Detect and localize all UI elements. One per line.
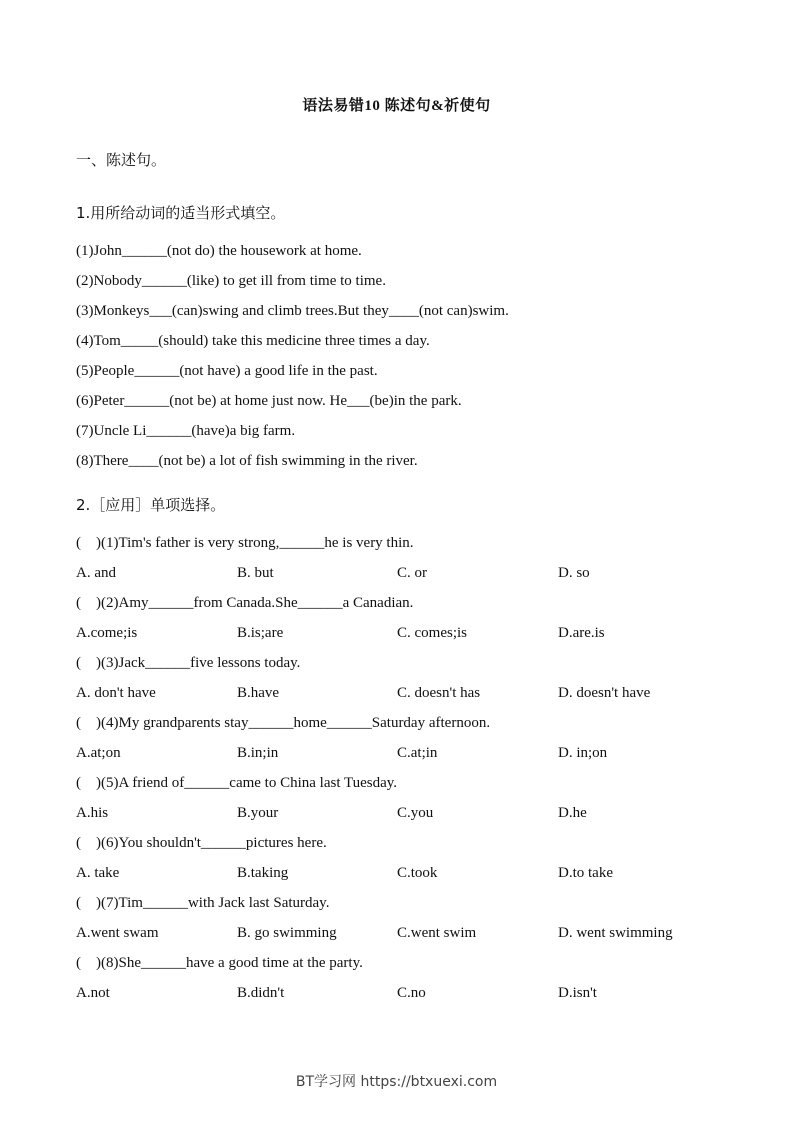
section-heading: 一、陈述句。 xyxy=(76,151,167,169)
question-stem: ( )(5)A friend of______came to China last Tuesday. xyxy=(76,775,398,791)
option-row xyxy=(76,565,756,585)
question-stem: ( )(3)Jack______five lessons today. xyxy=(76,655,301,671)
option-row xyxy=(76,985,756,1005)
option-d: D. doesn't have xyxy=(558,685,651,701)
fill-blank-item: (2)Nobody______(like) to get ill from time to time. xyxy=(76,273,386,289)
option-a: A.went swam xyxy=(76,925,159,941)
option-d: D. so xyxy=(558,565,590,581)
fill-blank-item: (8)There____(not be) a lot of fish swimming in the river. xyxy=(76,453,418,469)
option-b: B.didn't xyxy=(237,985,285,1001)
fill-blank-item: (6)Peter______(not be) at home just now. He___(be)in the park. xyxy=(76,393,462,409)
option-d: D. went swimming xyxy=(558,925,673,941)
option-a: A.come;is xyxy=(76,625,138,641)
option-a: A.at;on xyxy=(76,745,121,761)
option-c: C. doesn't has xyxy=(397,685,481,701)
fill-blank-item: (4)Tom_____(should) take this medicine three times a day. xyxy=(76,333,430,349)
option-a: A. and xyxy=(76,565,116,581)
option-d: D.isn't xyxy=(558,985,597,1001)
option-b: B.your xyxy=(237,805,279,821)
option-row xyxy=(76,925,756,945)
option-c: C. comes;is xyxy=(397,625,467,641)
question-stem: ( )(8)She______have a good time at the party. xyxy=(76,955,363,971)
fill-blank-item: (5)People______(not have) a good life in the past. xyxy=(76,363,378,379)
option-b: B.in;in xyxy=(237,745,279,761)
option-d: D.he xyxy=(558,805,587,821)
option-row xyxy=(76,745,756,765)
option-b: B. but xyxy=(237,565,274,581)
question-stem: ( )(4)My grandparents stay______home______Saturday afternoon. xyxy=(76,715,491,731)
option-a: A. take xyxy=(76,865,120,881)
option-row xyxy=(76,805,756,825)
option-a: A. don't have xyxy=(76,685,156,701)
fill-blank-item: (3)Monkeys___(can)swing and climb trees.But they____(not can)swim. xyxy=(76,303,509,319)
option-c: C.you xyxy=(397,805,434,821)
question-stem: ( )(2)Amy______from Canada.She______a Canadian. xyxy=(76,595,414,611)
question-stem: ( )(1)Tim's father is very strong,______he is very thin. xyxy=(76,535,414,551)
fill-blank-item: (1)John______(not do) the housework at home. xyxy=(76,243,362,259)
question-stem: ( )(7)Tim______with Jack last Saturday. xyxy=(76,895,330,911)
option-c: C.at;in xyxy=(397,745,438,761)
page-title: 语法易错10 陈述句&祈使句 xyxy=(302,98,491,114)
option-b: B. go swimming xyxy=(237,925,337,941)
option-row xyxy=(76,865,756,885)
option-b: B.have xyxy=(237,685,280,701)
fill-blank-item: (7)Uncle Li______(have)a big farm. xyxy=(76,423,296,439)
option-c: C.took xyxy=(397,865,438,881)
option-b: B.is;are xyxy=(237,625,284,641)
option-c: C. or xyxy=(397,565,427,581)
option-a: A.his xyxy=(76,805,109,821)
part1-heading: 1.用所给动词的适当形式填空。 xyxy=(76,204,286,222)
option-c: C.no xyxy=(397,985,426,1001)
option-row xyxy=(76,685,756,705)
option-row xyxy=(76,625,756,645)
option-d: D. in;on xyxy=(558,745,608,761)
question-stem: ( )(6)You shouldn't______pictures here. xyxy=(76,835,327,851)
option-b: B.taking xyxy=(237,865,289,881)
option-a: A.not xyxy=(76,985,110,1001)
option-d: D.are.is xyxy=(558,625,605,641)
part2-heading: 2.［应用］单项选择。 xyxy=(76,496,226,514)
option-d: D.to take xyxy=(558,865,613,881)
option-c: C.went swim xyxy=(397,925,477,941)
footer-watermark: BT学习网 https://btxuexi.com xyxy=(295,1074,498,1090)
